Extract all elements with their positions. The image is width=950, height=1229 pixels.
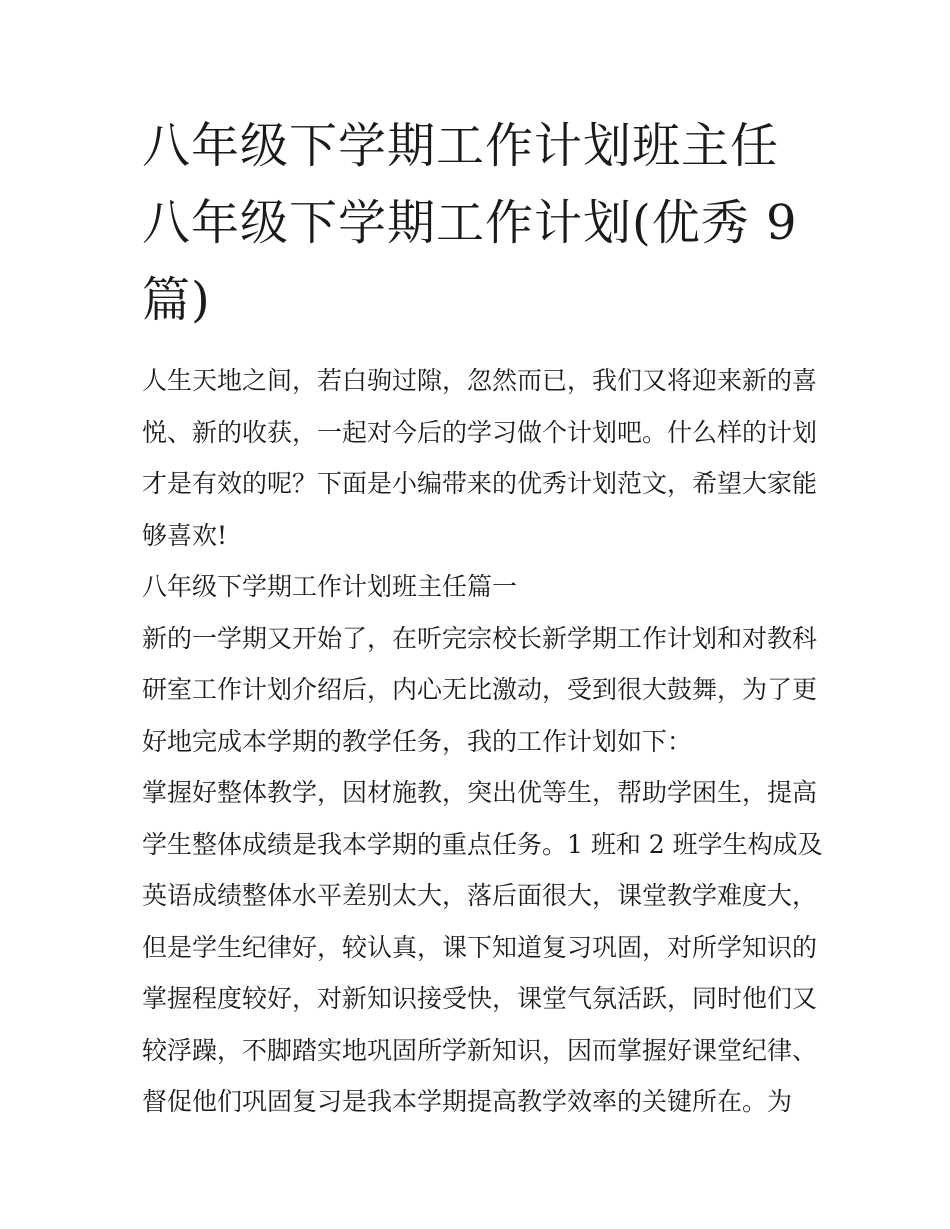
document-title	[142, 108, 814, 339]
title-line: 八年级下学期工作计划(优秀 9	[142, 195, 798, 251]
section-heading: 八年级下学期工作计划班主任篇一	[142, 572, 518, 601]
intro-paragraph	[142, 355, 818, 561]
text-line: 够喜欢!	[142, 520, 228, 550]
text-line: 学生整体成绩是我本学期的重点任务。1 班和 2 班学生构成及	[142, 829, 823, 859]
text-line: 悦、新的收获，一起对今后的学习做个计划吧。什么样的计划	[142, 417, 818, 447]
paragraph-2	[142, 767, 823, 1128]
text-line: 人生天地之间，若白驹过隙，忽然而已，我们又将迎来新的喜	[142, 366, 818, 395]
text-line: 才是有效的呢？下面是小编带来的优秀计划范文，希望大家能	[142, 469, 818, 498]
text-line: 较浮躁，不脚踏实地巩固所学新知识，因而掌握好课堂纪律、	[142, 1035, 818, 1065]
document-body	[142, 355, 823, 1128]
text-line: 研室工作计划介绍后，内心无比激动，受到很大鼓舞，为了更	[142, 675, 818, 704]
text-line: 好地完成本学期的教学任务，我的工作计划如下：	[142, 726, 693, 756]
text-line: 英语成绩整体水平差别太大，落后面很大，课堂教学难度大，	[142, 881, 818, 910]
document-page	[142, 108, 823, 1128]
text-line: 但是学生纪律好，较认真，课下知道复习巩固，对所学知识的	[142, 932, 818, 962]
title-line: 八年级下学期工作计划班主任	[142, 118, 780, 174]
text-line: 新的一学期又开始了，在听完宗校长新学期工作计划和对教科	[142, 623, 818, 653]
title-line: 篇)	[142, 272, 211, 328]
text-line: 掌握程度较好，对新知识接受快，课堂气氛活跃，同时他们又	[142, 984, 818, 1013]
text-line: 掌握好整体教学，因材施教，突出优等生，帮助学困生，提高	[142, 778, 818, 807]
paragraph-1	[142, 613, 818, 768]
text-line: 督促他们巩固复习是我本学期提高教学效率的关键所在。为	[142, 1087, 793, 1116]
